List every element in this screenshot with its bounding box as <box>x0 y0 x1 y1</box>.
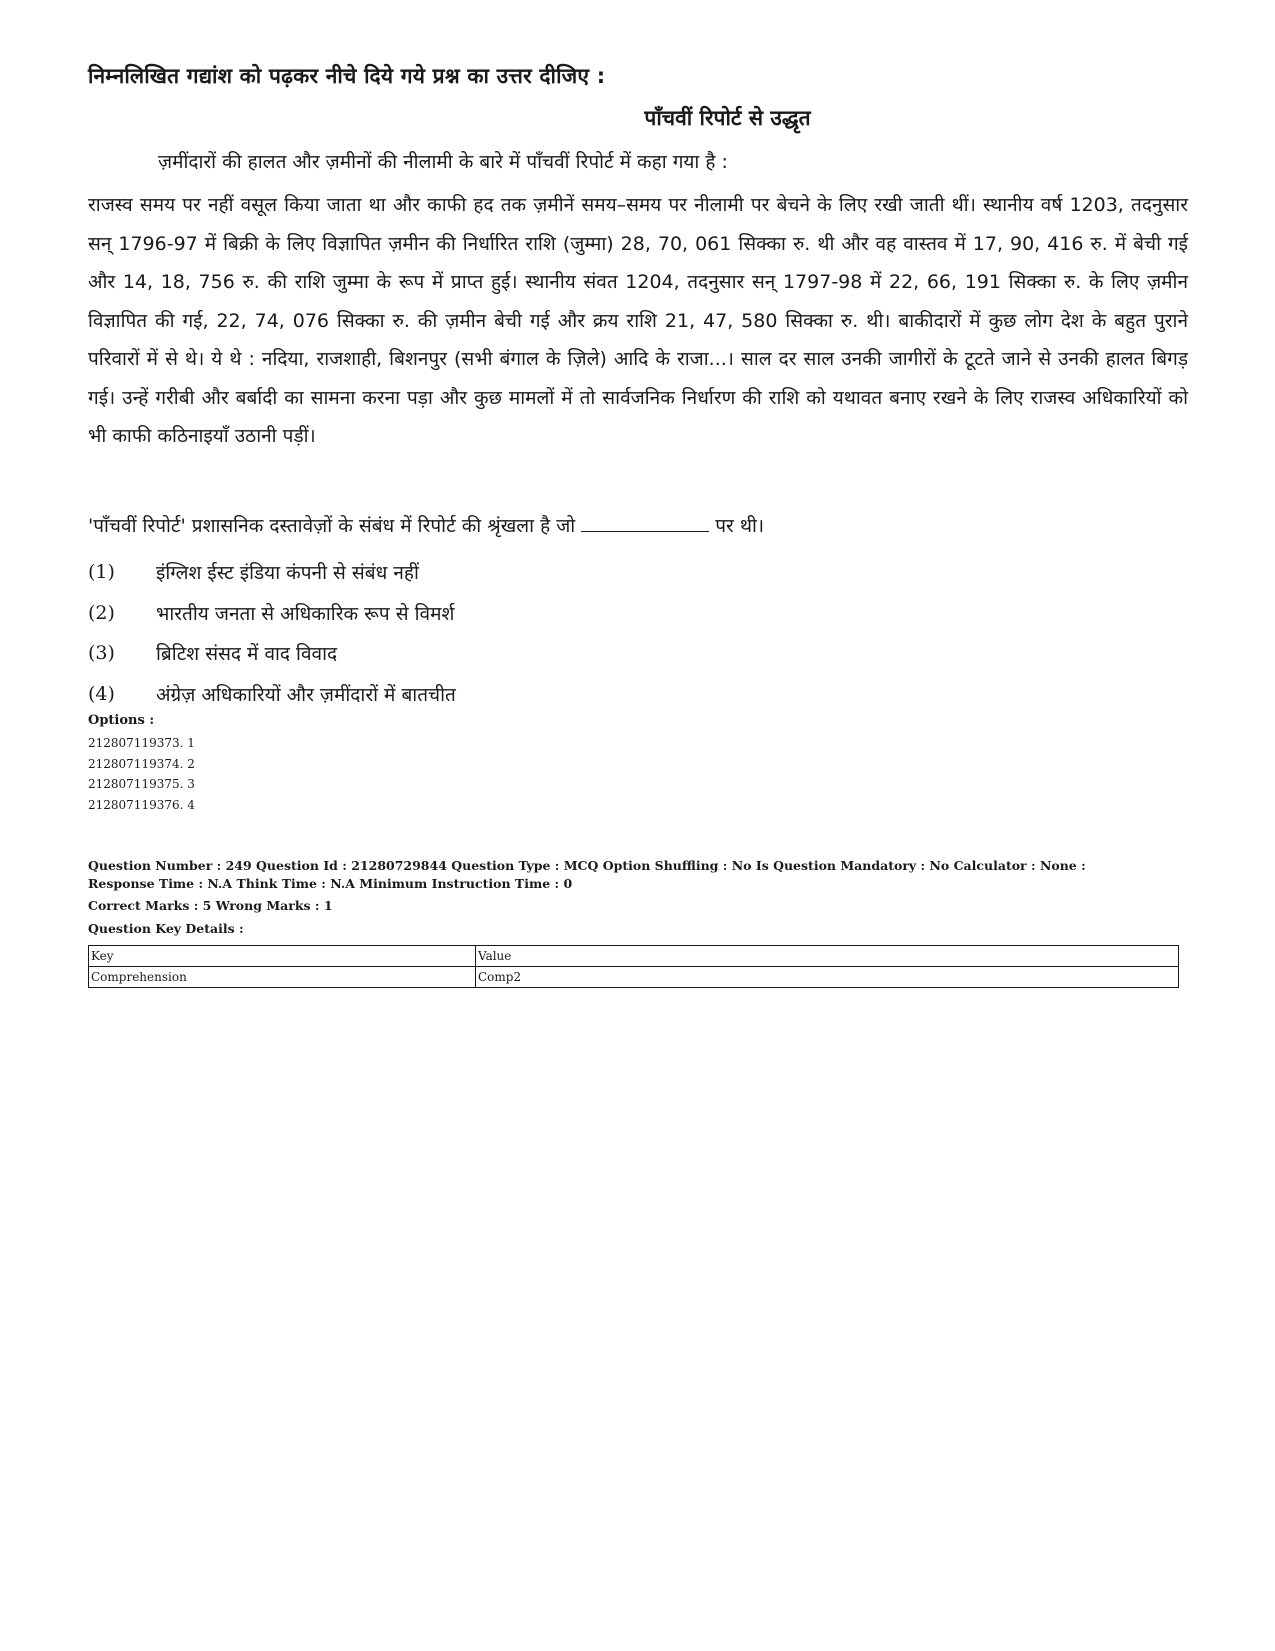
answer-number: (1) <box>88 561 115 584</box>
answer-choice <box>88 593 456 634</box>
answer-text: ब्रिटिश संसद में वाद विवाद <box>156 643 338 666</box>
column-header-value: Value <box>476 946 1179 967</box>
answer-choice <box>88 674 456 715</box>
answer-choice <box>88 552 456 593</box>
column-header-key: Key <box>89 946 476 967</box>
table-cell-value: Comp2 <box>476 967 1179 988</box>
question-meta-line: Question Number : 249 Question Id : 21280729844 Question Type : MCQ Option Shuffling : No Is Question Mandatory : No Calculator : None : <box>88 858 1086 873</box>
key-details-label: Question Key Details : <box>88 921 244 936</box>
answer-number: (3) <box>88 642 115 665</box>
answer-choice <box>88 633 456 674</box>
marks-line: Correct Marks : 5 Wrong Marks : 1 <box>88 898 333 913</box>
question-meta-line: Response Time : N.A Think Time : N.A Minimum Instruction Time : 0 <box>88 876 573 891</box>
options-label: Options : <box>88 713 155 728</box>
answer-choices <box>88 552 456 714</box>
passage-title: पाँचवीं रिपोर्ट से उद्धृत <box>644 106 811 130</box>
answer-number: (2) <box>88 601 115 624</box>
table-row <box>89 967 1179 988</box>
question-text-after: पर थी। <box>715 515 765 537</box>
table-cell-key: Comprehension <box>89 967 476 988</box>
option-id: 212807119376. 4 <box>88 797 195 812</box>
answer-text: भारतीय जनता से अधिकारिक रूप से विमर्श <box>156 602 455 625</box>
instruction-heading: निम्नलिखित गद्यांश को पढ़कर नीचे दिये गये प्रश्न का उत्तर दीजिए : <box>88 64 606 88</box>
passage-intro: ज़मींदारों की हालत और ज़मीनों की नीलामी के बारे में पाँचवीं रिपोर्ट में कहा गया है : <box>158 151 728 173</box>
option-id-list <box>88 733 195 815</box>
answer-text: अंग्रेज़ अधिकारियों और ज़मींदारों में बातचीत <box>156 683 456 706</box>
question-key-table <box>88 945 1179 988</box>
option-id: 212807119375. 3 <box>88 777 195 791</box>
answer-number: (4) <box>88 682 115 705</box>
question-text-before: 'पाँचवीं रिपोर्ट' प्रशासनिक दस्तावेज़ों के संबंध में रिपोर्ट की श्रृंखला है जो <box>88 515 576 537</box>
fill-in-blank <box>581 513 709 532</box>
option-id: 212807119374. 2 <box>88 756 195 771</box>
passage-body: राजस्व समय पर नहीं वसूल किया जाता था और काफी हद तक ज़मीनें समय–समय पर नीलामी पर बेचने के लिए रखी जाती थीं। स्थानीय वर्ष 1203, तदनुसार सन् 1796-97 में बिक्री के लिए विज्ञापित ज़मीन की निर्धारित राशि (जुम्मा) 28, 70, 061 सिक्का रु. थी और वह वास्तव में 17, 90, 416 रु. में बेची गई और 14, 18, 756 रु. की राशि जुम्मा के रूप में प्राप्त हुई। स्थानीय संवत 1204, तदनुसार सन् 1797-98 में 22, 66, 191 सिक्का रु. के लिए ज़मीन विज्ञापित की गई, 22, 74, 076 सिक्का रु. की ज़मीन बेची गई और क्रय राशि 21, 47, 580 सिक्का रु. थी। बाकीदारों में कुछ लोग देश के बहुत पुराने परिवारों में से थे। ये थे : नदिया, राजशाही, बिशनपुर (सभी बंगाल के ज़िले) आदि के राजा...। साल दर साल उनकी जागीरों के टूटते जाने से उनकी हालत बिगड़ गई। उन्हें गरीबी और बर्बादी का सामना करना पड़ा और कुछ मामलों में तो सार्वजनिक निर्धारण की राशि को यथावत बनाए रखने के लिए राजस्व अधिकारियों को भी काफी कठिनाइयाँ उठानी पड़ीं। <box>88 194 1188 447</box>
option-id: 212807119373. 1 <box>88 736 195 750</box>
question-text <box>88 512 764 538</box>
table-header-row <box>89 946 1179 967</box>
answer-text: इंग्लिश ईस्ट इंडिया कंपनी से संबंध नहीं <box>156 562 419 585</box>
